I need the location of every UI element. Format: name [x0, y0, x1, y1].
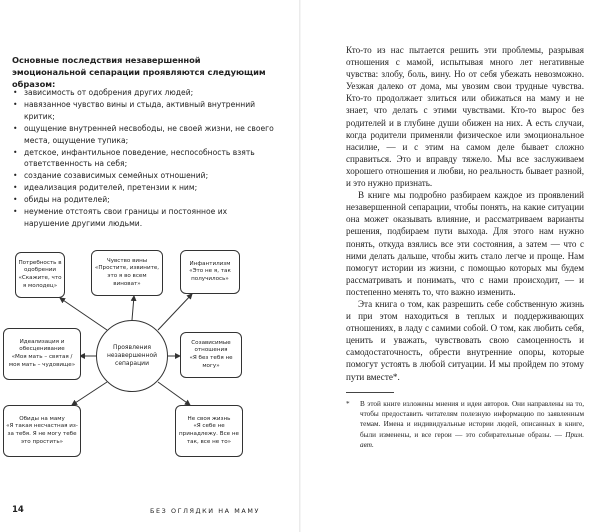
section-heading: Основные последствия незавершенной эмоциональной сепарации проявляются следующим образом:	[12, 55, 266, 89]
node-title: Созависимые отношения	[191, 339, 231, 354]
page-number: 14	[12, 505, 24, 515]
footnote-signature: Прим. авт.	[360, 430, 585, 449]
node-quote: «Простите, извините, это я во всем виноват»	[94, 265, 160, 287]
node-guilt	[91, 250, 163, 296]
node-quote: «Моя мать – святая / моя мать – чудовище»	[8, 354, 76, 368]
list-item: • идеализация родителей, претензии к ним;	[12, 182, 274, 194]
node-title: Инфантилизм	[189, 260, 231, 267]
node-title: Идеализация и обесценивание	[19, 338, 65, 353]
node-title: Потребность в одобрении	[18, 259, 62, 274]
node-quote: «Я такая несчастная из-за тебя. Я не могу тебе это простить»	[6, 423, 78, 445]
node-codependency	[180, 332, 242, 378]
arrow-to-resentment	[72, 382, 107, 405]
footnote-marker: *	[346, 400, 350, 408]
paragraph: Эта книга о том, как разрешить себе собственную жизнь и при этом находиться в теплых и поддерживающих отношениях, в ладу с самими собой. О том, как любить себя, ценить и уважать, чувствовать свою самоценность и самодостаточность, обрести внутренние опоры, которые помогут устоять в любой ситуации. И мы пройдем по этому пути вместе*.	[346, 298, 584, 382]
list-item: • детское, инфантильное поведение, неспособность взять ответственность на себя;	[12, 147, 274, 171]
arrow-to-not-own-life	[158, 382, 190, 405]
node-quote: «Я себе не принадлежу. Все не так, все не то»	[179, 423, 239, 445]
diagram-center-node: Проявления незавершенной сепарации	[96, 320, 168, 392]
node-infantilism	[180, 250, 240, 294]
node-resentment	[3, 405, 81, 457]
node-not-own-life	[175, 405, 243, 457]
footnote-divider	[346, 392, 394, 393]
right-page	[301, 0, 600, 532]
node-quote: «Скажите, что я молодец»	[18, 275, 62, 289]
footnote	[346, 399, 584, 450]
footnote-text: В этой книге изложены мнения и идеи авторов. Они направлены на то, чтобы предоставить читателям полезную информацию по заявленным темам. Имена и индивидуальные истории людей, описанных в книге, были изменены, и все герои — это собирательные образы. —	[360, 400, 584, 439]
node-quote: «Это не я, так получилось»	[189, 268, 231, 282]
node-quote: «Я без тебя не могу»	[189, 355, 233, 369]
paragraph: Кто-то из нас пытается решить эти проблемы, разрывая отношения с мамой, испытывая много лет негативные чувства: злобу, боль, вину. Но от себя убежать невозможно. Уезжая далеко от дома, мы увозим свои трудные чувства. Кто-то продолжает злиться или обижаться на маму и не знает, что делать с этими чувствами. Кто-то вырос без родителей и в глубине души обижен на них. А есть случаи, когда родители применяли физическое или эмоциональное насилие, — и с этим на самом деле бывает сложно справиться. Это и вправду тяжело. Мы все заслуживаем хорошего отношения и любви, но реальность бывает разной, и это нужно признать.	[346, 45, 584, 189]
paragraph: В книге мы подробно разбираем каждое из проявлений незавершенной сепарации, чтобы понять, на какие ситуации она может оказывать влияние, и рассматриваем варианты решения, подбираем пути выхода. Для этого нам нужно понять, откуда взялись все эти состояния, а затем — что с ними делать дальше, чтобы жить стало легче и проще. Нам помогут истории из жизни, с помощью которых мы будем рассматривать и понимать, что с нами происходит, — и постепенно менять то, что важно изменить.	[346, 190, 584, 297]
list-item: • обиды на родителей;	[12, 194, 274, 206]
list-item: • создание созависимых семейных отношений;	[12, 170, 274, 182]
list-item: • ощущение внутренней несвободы, не своей жизни, не своего места, ощущение тупика;	[12, 123, 274, 147]
node-title: Не своя жизнь	[187, 415, 231, 422]
list-item: • зависимость от одобрения других людей;	[12, 87, 274, 99]
body-text	[346, 44, 584, 383]
node-idealization	[3, 328, 81, 380]
running-head: БЕЗ ОГЛЯДКИ НА МАМУ	[150, 507, 260, 515]
arrow-to-approval	[60, 298, 107, 330]
left-page	[0, 0, 299, 532]
node-approval	[15, 252, 65, 298]
separation-diagram	[0, 0, 299, 532]
node-title: Обиды на маму	[19, 415, 65, 422]
node-title: Чувство вины	[106, 257, 148, 264]
list-item: • навязанное чувство вины и стыда, активный внутренний критик;	[12, 99, 274, 123]
arrow-to-guilt	[132, 296, 134, 320]
list-item: • неумение отстоять свои границы и постоянное их нарушение другими людьми.	[12, 206, 274, 230]
arrow-to-infantilism	[158, 294, 192, 330]
